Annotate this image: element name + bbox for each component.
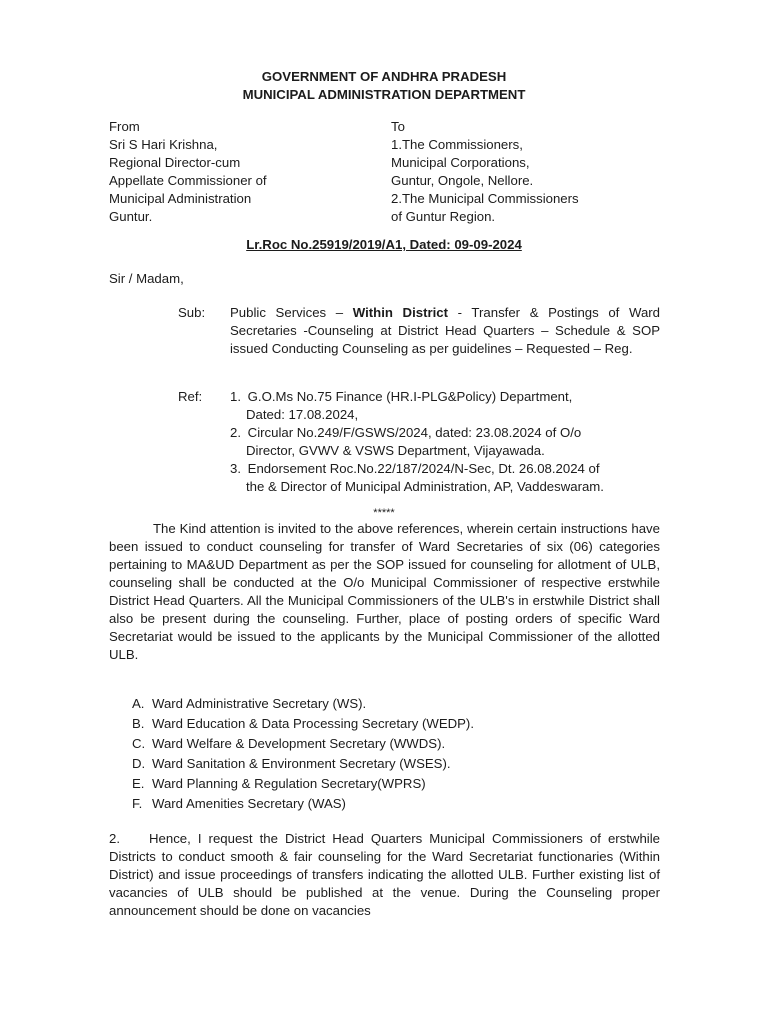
from-line: Appellate Commissioner of — [109, 173, 267, 188]
reference-item — [230, 388, 604, 424]
category-item — [132, 734, 474, 754]
reference-line-cont: Director, GVWV & VSWS Department, Vijayawada. — [246, 443, 545, 458]
reference-item — [230, 424, 604, 460]
category-item — [132, 694, 474, 714]
subject-text-end: - Transfer & Postings of Ward Secretaries -Counseling at District Head Quarters – Schedule & SOP issued Conducting Counseling as per guidelines – Requested – Reg. — [230, 305, 661, 356]
from-line: Municipal Administration — [109, 191, 252, 206]
to-line: 2.The Municipal Commissioners — [391, 191, 579, 206]
reference-number-1: 1. — [230, 389, 241, 404]
subject-text — [230, 304, 660, 358]
from-line: Guntur. — [109, 209, 153, 224]
from-line: Regional Director-cum — [109, 155, 241, 170]
reference-line: Circular No.249/F/GSWS/2024, dated: 23.08.2024 of O/o — [247, 425, 582, 440]
references-list — [230, 388, 604, 496]
category-item — [132, 714, 474, 734]
category-letter: A. — [132, 696, 145, 711]
category-list — [132, 694, 474, 814]
to-line: 1.The Commissioners, — [391, 137, 523, 152]
category-letter: E. — [132, 776, 145, 791]
category-text: Ward Administrative Secretary (WS). — [152, 696, 367, 711]
subject-row — [178, 304, 660, 358]
category-letter: C. — [132, 736, 146, 751]
subject-emphasis: Within District — [352, 305, 448, 320]
category-item — [132, 774, 474, 794]
letterhead-line-2: MUNICIPAL ADMINISTRATION DEPARTMENT — [242, 87, 526, 102]
salutation: Sir / Madam, — [109, 271, 184, 286]
paragraph-number: 2. — [109, 831, 120, 846]
to-line: Municipal Corporations, — [391, 155, 530, 170]
from-label: From — [109, 119, 140, 134]
category-letter: B. — [132, 716, 145, 731]
references-label: Ref: — [178, 389, 203, 404]
reference-item — [230, 460, 604, 496]
category-letter: F. — [132, 796, 143, 811]
to-line: Guntur, Ongole, Nellore. — [391, 173, 534, 188]
letterhead-line-1: GOVERNMENT OF ANDHRA PRADESH — [261, 69, 507, 84]
reference-line: Endorsement Roc.No.22/187/2024/N-Sec, Dt. 26.08.2024 of — [247, 461, 600, 476]
category-text: Ward Sanitation & Environment Secretary (WSES). — [152, 756, 451, 771]
category-text: Ward Amenities Secretary (WAS) — [152, 796, 346, 811]
category-text: Ward Planning & Regulation Secretary(WPRS) — [152, 776, 426, 791]
category-text: Ward Education & Data Processing Secretary (WEDP). — [152, 716, 474, 731]
letterhead — [0, 68, 768, 104]
to-line: of Guntur Region. — [391, 209, 496, 224]
separator-stars: ***** — [373, 507, 395, 519]
to-label: To — [391, 119, 405, 134]
body-paragraph-2 — [109, 830, 660, 920]
paragraph-2-text: Hence, I request the District Head Quarters Municipal Commissioners of erstwhile Districts to conduct smooth & fair counseling for the Ward Secretariat functionaries (Within District) and issue proceedings of transfers indicating the allotted ULB. Further existing list of vacancies of ULB should be published at the venue. During the Counseling proper announcement should be done on vacancies — [109, 831, 660, 918]
reference-number: Lr.Roc No.25919/2019/A1, Dated: 09-09-2024 — [246, 237, 522, 252]
reference-line: G.O.Ms No.75 Finance (HR.I-PLG&Policy) Department, — [247, 389, 573, 404]
to-block — [391, 118, 681, 226]
reference-line-cont: Dated: 17.08.2024, — [246, 407, 359, 422]
references-row — [178, 388, 668, 496]
category-item — [132, 754, 474, 774]
category-text: Ward Welfare & Development Secretary (WWDS). — [152, 736, 446, 751]
subject-label: Sub: — [178, 305, 206, 320]
category-item — [132, 794, 474, 814]
from-block — [109, 118, 379, 226]
reference-line-cont: the & Director of Municipal Administration, AP, Vaddeswaram. — [246, 479, 604, 494]
category-letter: D. — [132, 756, 146, 771]
reference-number-3: 3. — [230, 461, 241, 476]
subject-text-start: Public Services – — [230, 305, 353, 320]
reference-number-2: 2. — [230, 425, 241, 440]
body-paragraph-1: The Kind attention is invited to the above references, wherein certain instructions have been issued to conduct counseling for transfer of Ward Secretaries of six (06) categories pertaining to MA&UD Department as per the SOP issued for counseling for allotment of ULB, counseling shall be conducted at the O/o Municipal Commissioner of respective erstwhile District Head Quarters. All the Municipal Commissioners of the ULB's in erstwhile District shall also be present during the counseling. Further, place of posting orders of specific Ward Secretariat would be issued to the applicants by the Municipal Commissioner of the allotted ULB. — [109, 521, 660, 662]
from-line: Sri S Hari Krishna, — [109, 137, 218, 152]
